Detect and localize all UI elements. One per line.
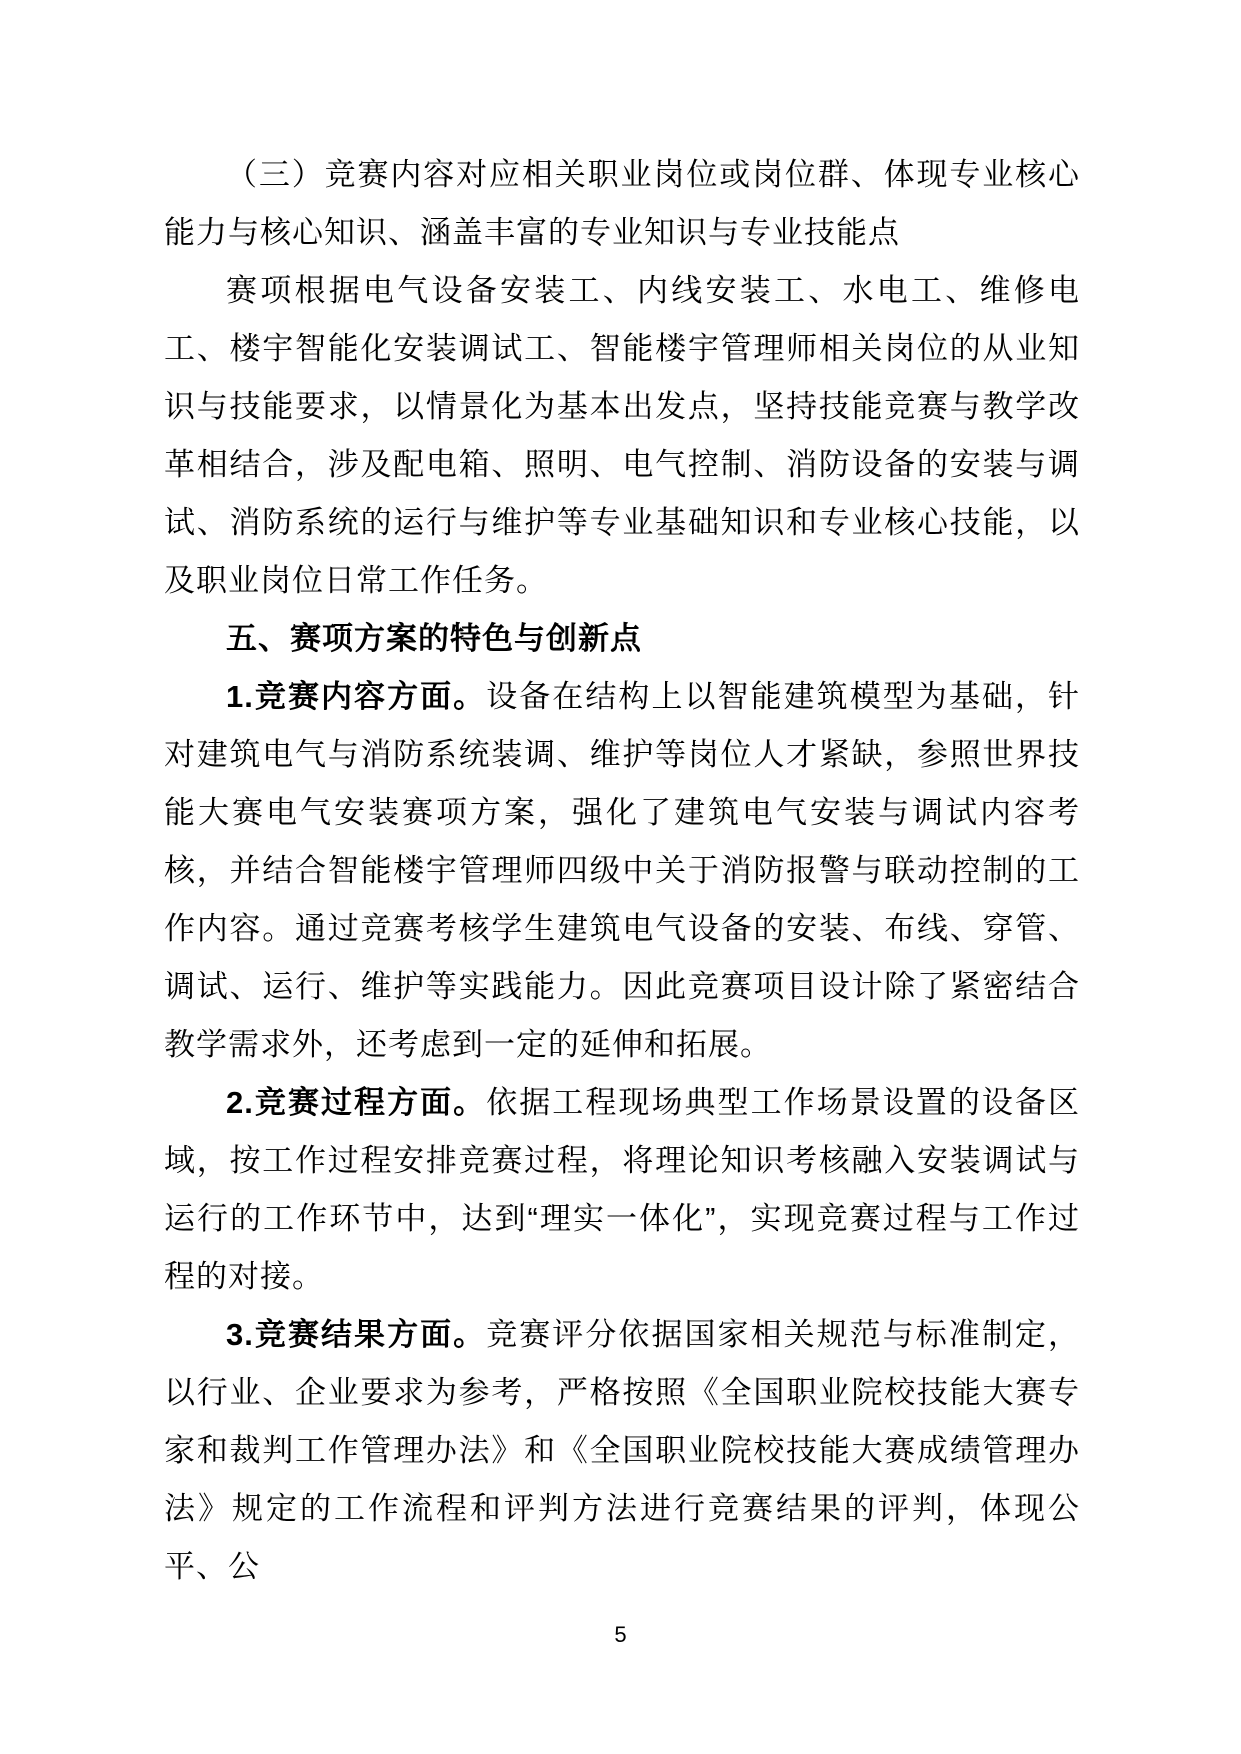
- paragraph-point-2: [164, 1074, 1080, 1306]
- page-number: 5: [614, 1622, 627, 1647]
- point-3-body: 竞赛评分依据国家相关规范与标准制定，以行业、企业要求为参考，严格按照《全国职业院校技能大赛专家和裁判工作管理办法》和《全国职业院校技能大赛成绩管理办法》规定的工作流程和评判方法进行竞赛结果的评判，体现公平、公: [164, 1317, 1080, 1584]
- paragraph-point-1: [164, 668, 1080, 1074]
- point-2-lead: 2.竞赛过程方面。: [226, 1085, 487, 1120]
- paragraph-job-basis: 赛项根据电气设备安装工、内线安装工、水电工、维修电工、楼宇智能化安装调试工、智能楼宇管理师相关岗位的从业知识与技能要求，以情景化为基本出发点，坚持技能竞赛与教学改革相结合，涉及配电箱、照明、电气控制、消防设备的安装与调试、消防系统的运行与维护等专业基础知识和专业核心技能，以及职业岗位日常工作任务。: [164, 273, 1080, 598]
- point-1-lead: 1.竞赛内容方面。: [226, 679, 487, 714]
- paragraph-point-3: [164, 1306, 1080, 1596]
- page-footer: [0, 1620, 1241, 1650]
- point-3-lead: 3.竞赛结果方面。: [226, 1317, 487, 1352]
- section-heading-level3: （三）竞赛内容对应相关职业岗位或岗位群、体现专业核心能力与核心知识、涵盖丰富的专业知识与专业技能点: [164, 157, 1080, 250]
- point-2-body: 依据工程现场典型工作场景设置的设备区域，按工作过程安排竞赛过程，将理论知识考核融入安装调试与运行的工作环节中，达到“理实一体化”，实现竞赛过程与工作过程的对接。: [164, 1085, 1080, 1294]
- section-heading-level1-five: 五、赛项方案的特色与创新点: [226, 621, 642, 656]
- point-1-body: 设备在结构上以智能建筑模型为基础，针对建筑电气与消防系统装调、维护等岗位人才紧缺，参照世界技能大赛电气安装赛项方案，强化了建筑电气安装与调试内容考核，并结合智能楼宇管理师四级中关于消防报警与联动控制的工作内容。通过竞赛考核学生建筑电气设备的安装、布线、穿管、调试、运行、维护等实践能力。因此竞赛项目设计除了紧密结合教学需求外，还考虑到一定的延伸和拓展。: [164, 679, 1080, 1062]
